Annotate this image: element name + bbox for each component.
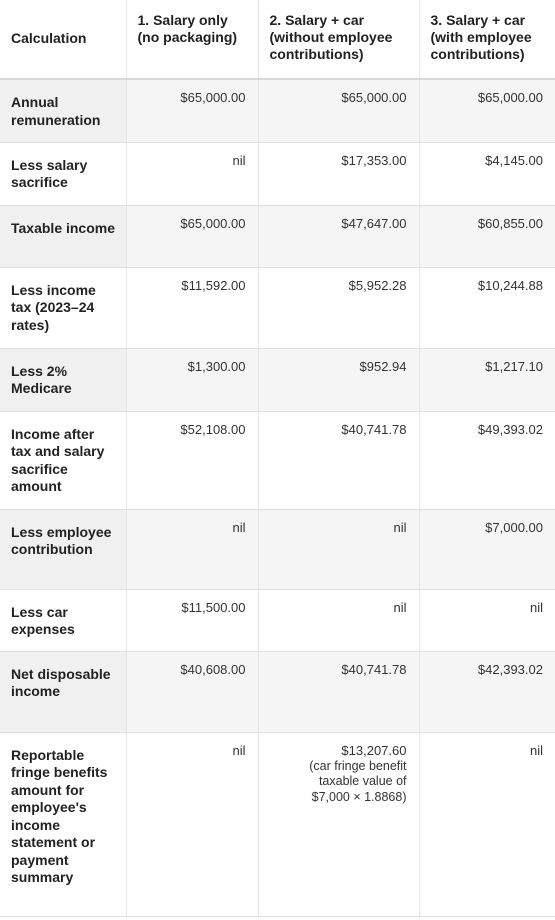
cell-salary-only: nil xyxy=(126,732,258,916)
table-row xyxy=(0,79,555,142)
row-label: Reportable fringe benefits amount for employee's income statement or payment summary xyxy=(0,732,126,916)
table-row xyxy=(0,142,555,205)
cell-salary-only: $65,000.00 xyxy=(126,79,258,142)
cell-salary-only: $65,000.00 xyxy=(126,205,258,267)
cell-salary-car-without: $17,353.00 xyxy=(258,142,419,205)
table-row xyxy=(0,651,555,732)
row-label: Income after tax and salary sacrifice amount xyxy=(0,411,126,509)
row-label: Less car expenses xyxy=(0,589,126,651)
table-header-row xyxy=(0,0,555,79)
row-label: Taxable income xyxy=(0,205,126,267)
cell-salary-car-with: $49,393.02 xyxy=(419,411,555,509)
table-row xyxy=(0,205,555,267)
cell-salary-car-with: $60,855.00 xyxy=(419,205,555,267)
row-label: Less salary sacrifice xyxy=(0,142,126,205)
cell-salary-only: $40,608.00 xyxy=(126,651,258,732)
table-row xyxy=(0,411,555,509)
cell-salary-only: $11,592.00 xyxy=(126,267,258,348)
cell-salary-car-with: $65,000.00 xyxy=(419,79,555,142)
table-row xyxy=(0,732,555,916)
cell-salary-car-with: nil xyxy=(419,589,555,651)
header-salary-car-with-contrib: 3. Salary + car (with employee contributions) xyxy=(419,0,555,79)
table-row xyxy=(0,348,555,411)
cell-salary-car-with: $7,000.00 xyxy=(419,509,555,589)
cell-salary-car-without: $40,741.78 xyxy=(258,411,419,509)
cell-salary-car-with: $42,393.02 xyxy=(419,651,555,732)
header-salary-only: 1. Salary only (no packaging) xyxy=(126,0,258,79)
cell-salary-car-without: $65,000.00 xyxy=(258,79,419,142)
cell-salary-car-without: nil xyxy=(258,509,419,589)
cell-salary-car-with: $4,145.00 xyxy=(419,142,555,205)
cell-salary-car-without: nil xyxy=(258,589,419,651)
cell-salary-car-without: $5,952.28 xyxy=(258,267,419,348)
cell-salary-only: nil xyxy=(126,142,258,205)
table-row xyxy=(0,589,555,651)
cell-salary-car-with: nil xyxy=(419,732,555,916)
row-label: Annual remuneration xyxy=(0,79,126,142)
cell-salary-car-without xyxy=(258,732,419,916)
row-label: Net disposable income xyxy=(0,651,126,732)
table-row xyxy=(0,267,555,348)
cell-value: $13,207.60 xyxy=(341,742,407,758)
row-label: Less employee contribution xyxy=(0,509,126,589)
cell-salary-only: $52,108.00 xyxy=(126,411,258,509)
row-label: Less 2% Medicare xyxy=(0,348,126,411)
header-salary-car-without-contrib: 2. Salary + car (without employee contributions) xyxy=(258,0,419,79)
cell-salary-only: $1,300.00 xyxy=(126,348,258,411)
cell-note: (car fringe benefit taxable value of $7,000 × 1.8868) xyxy=(309,758,407,804)
row-label: Less income tax (2023–24 rates) xyxy=(0,267,126,348)
cell-salary-car-with: $1,217.10 xyxy=(419,348,555,411)
cell-salary-car-with: $10,244.88 xyxy=(419,267,555,348)
table-row xyxy=(0,509,555,589)
cell-salary-only: nil xyxy=(126,509,258,589)
header-calculation: Calculation xyxy=(0,0,126,79)
cell-salary-only: $11,500.00 xyxy=(126,589,258,651)
cell-salary-car-without: $40,741.78 xyxy=(258,651,419,732)
cell-salary-car-without: $952.94 xyxy=(258,348,419,411)
cell-salary-car-without: $47,647.00 xyxy=(258,205,419,267)
